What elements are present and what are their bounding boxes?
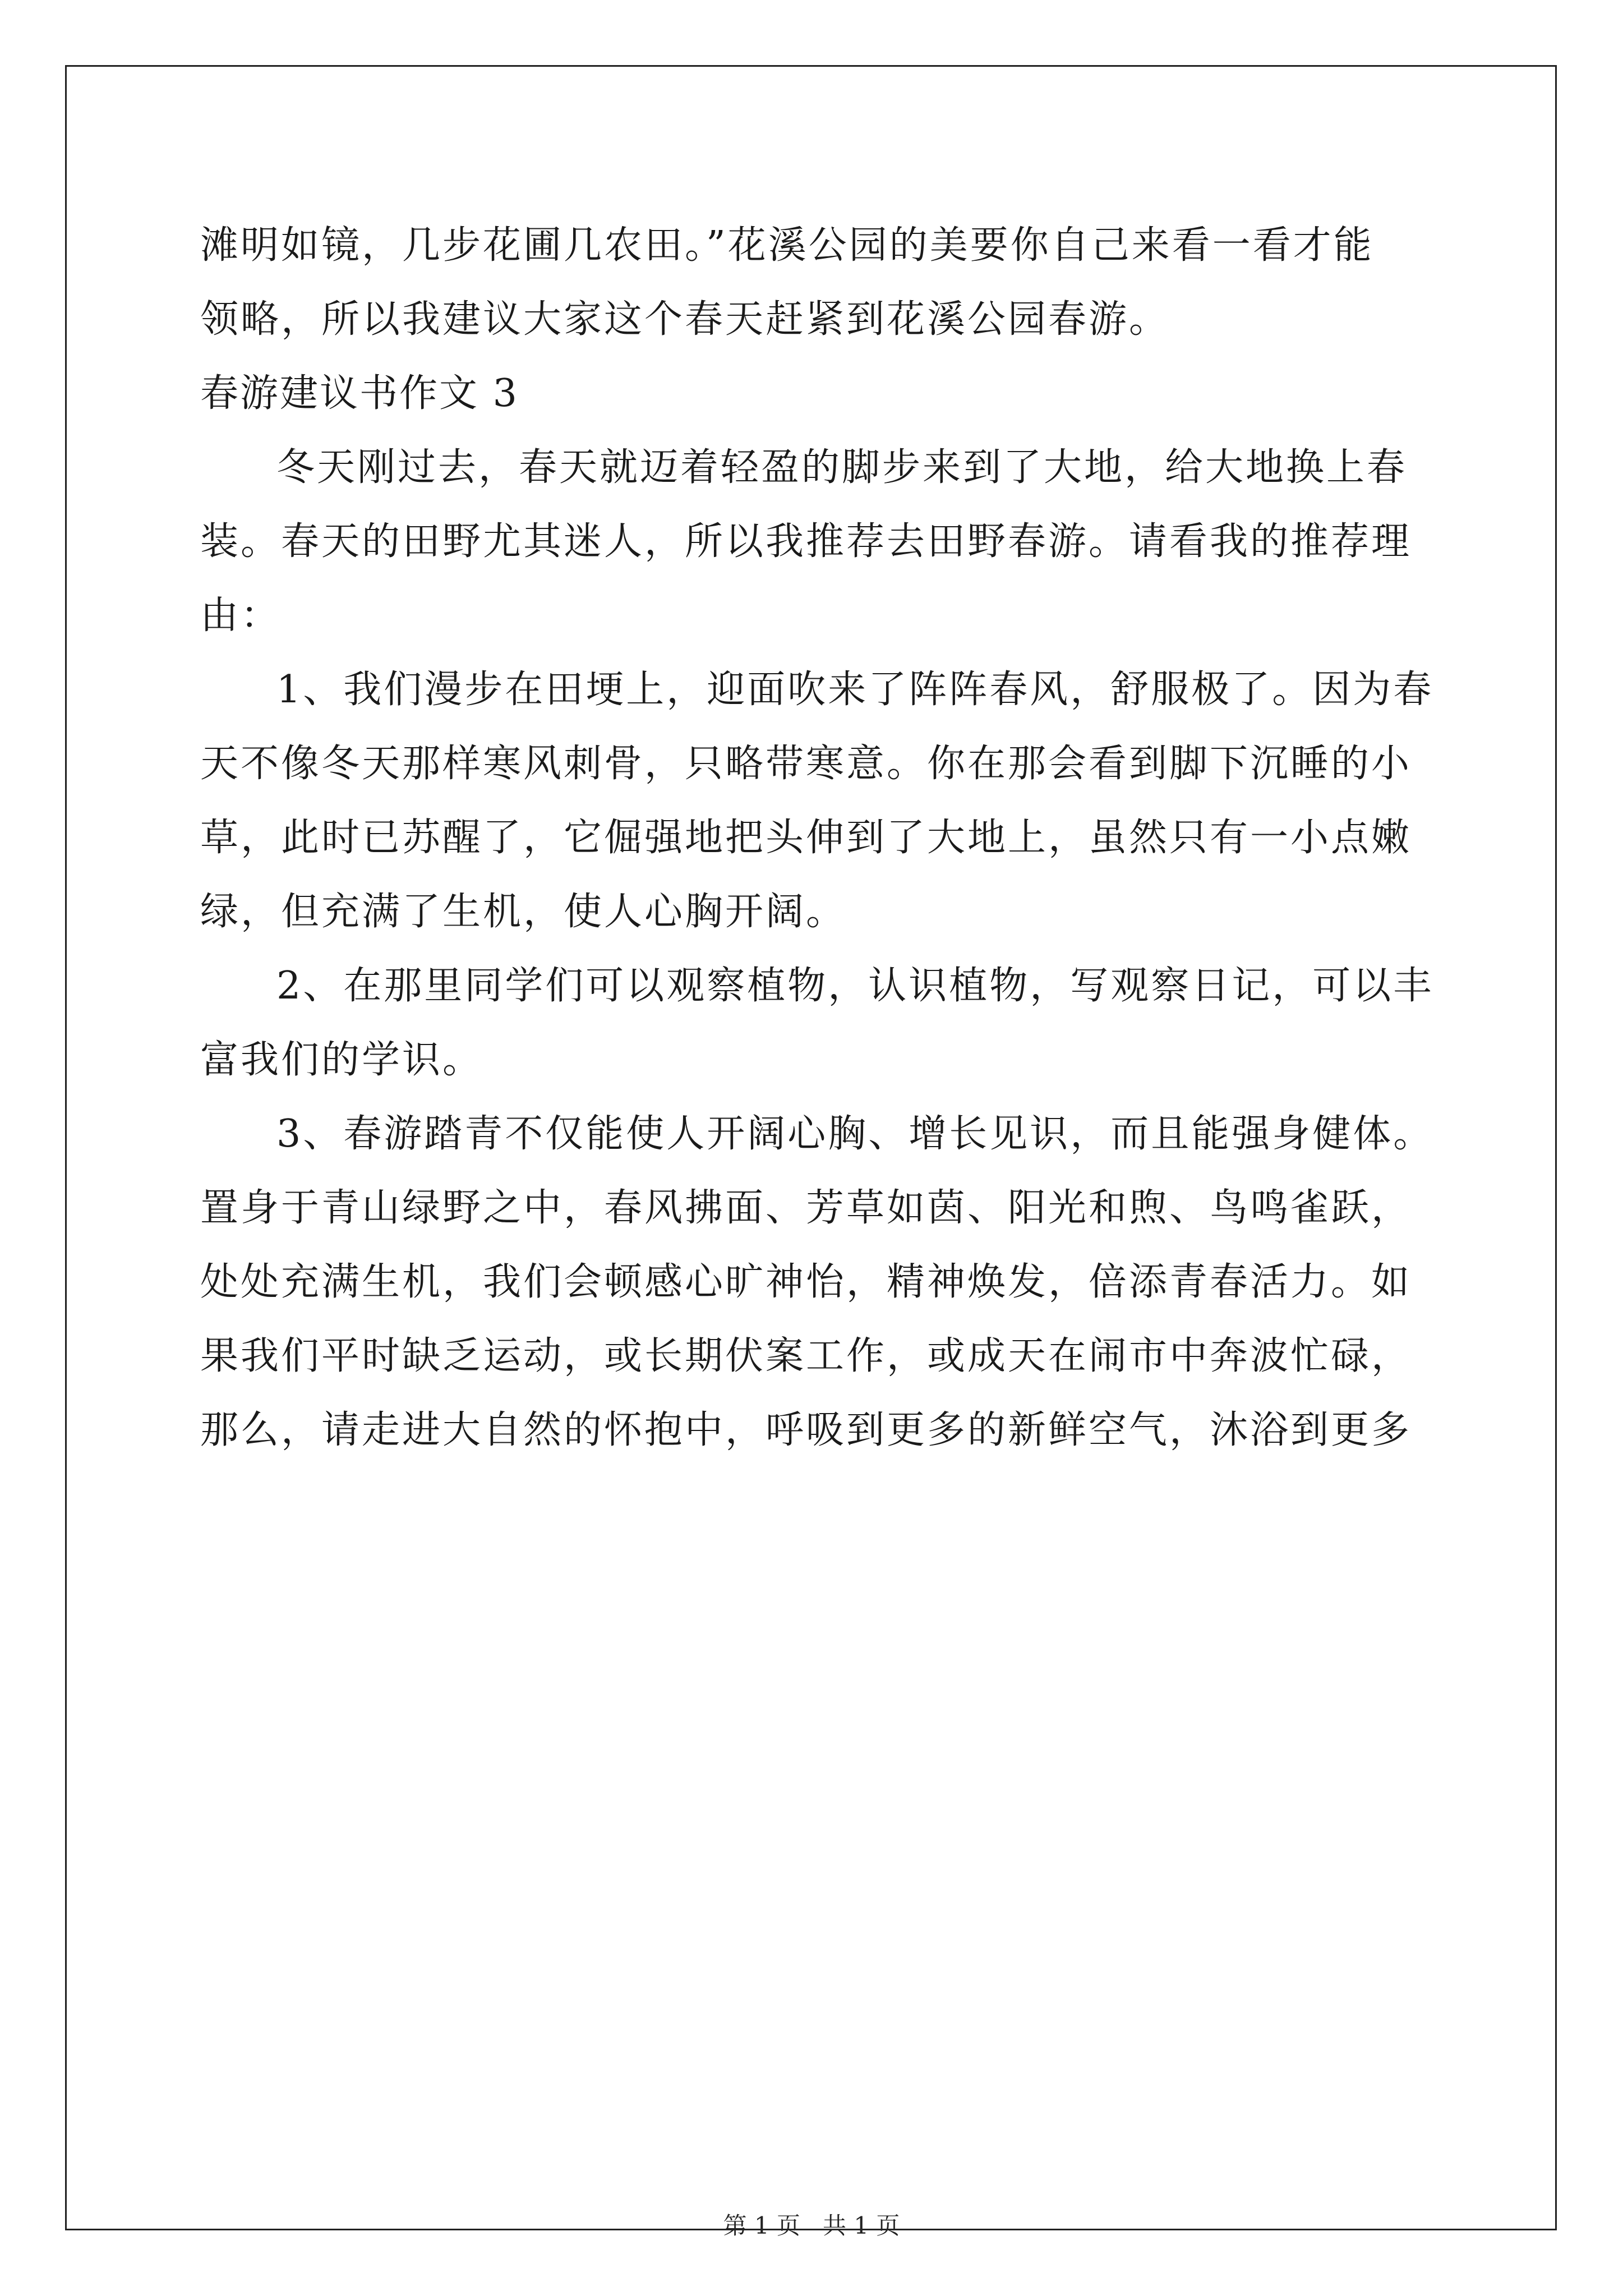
body-line-16: 果我们平时缺乏运动，或长期伏案工作，或成天在闹市中奔波忙碌， [200, 1334, 1412, 1378]
body-line-15: 处处充满生机，我们会顿感心旷神怡，精神焕发，倍添青春活力。如 [200, 1260, 1412, 1304]
body-line-2: 领略，所以我建议大家这个春天赶紧到花溪公园春游。 [200, 297, 1170, 342]
body-line-17: 那么，请走进大自然的怀抱中，呼吸到更多的新鲜空气，沐浴到更多 [200, 1408, 1412, 1452]
body-line-8: 天不像冬天那样寒风刺骨，只略带寒意。你在那会看到脚下沉睡的小 [200, 742, 1412, 786]
body-line-4: 冬天刚过去，春天就迈着轻盈的脚步来到了大地，给大地换上春 [276, 445, 1408, 490]
body-line-1: 滩明如镜，几步花圃几农田。”花溪公园的美要你自己来看一看才能 [200, 223, 1374, 268]
body-line-9: 草，此时已苏醒了，它倔强地把头伸到了大地上，虽然只有一小点嫩 [200, 816, 1412, 860]
body-line-13: 3、春游踏青不仅能使人开阔心胸、增长见识，而且能强身健体。 [276, 1112, 1434, 1156]
section-heading: 春游建议书作文 3 [200, 371, 519, 416]
body-line-5: 装。春天的田野尤其迷人，所以我推荐去田野春游。请看我的推荐理 [200, 519, 1412, 564]
body-line-6: 由： [200, 593, 282, 638]
body-line-14: 置身于青山绿野之中，春风拂面、芳草如茵、阳光和煦、鸟鸣雀跃， [200, 1186, 1412, 1230]
body-line-12: 富我们的学识。 [200, 1038, 483, 1082]
page-number: 第 1 页 [723, 2212, 800, 2239]
document-body [200, 209, 1434, 1467]
body-line-11: 2、在那里同学们可以观察植物，认识植物，写观察日记，可以丰 [276, 964, 1434, 1008]
page-footer [0, 2210, 1623, 2242]
body-line-7: 1、我们漫步在田埂上，迎面吹来了阵阵春风，舒服极了。因为春 [276, 668, 1434, 712]
body-line-10: 绿，但充满了生机，使人心胸开阔。 [200, 890, 847, 934]
page-total: 共 1 页 [823, 2212, 900, 2239]
